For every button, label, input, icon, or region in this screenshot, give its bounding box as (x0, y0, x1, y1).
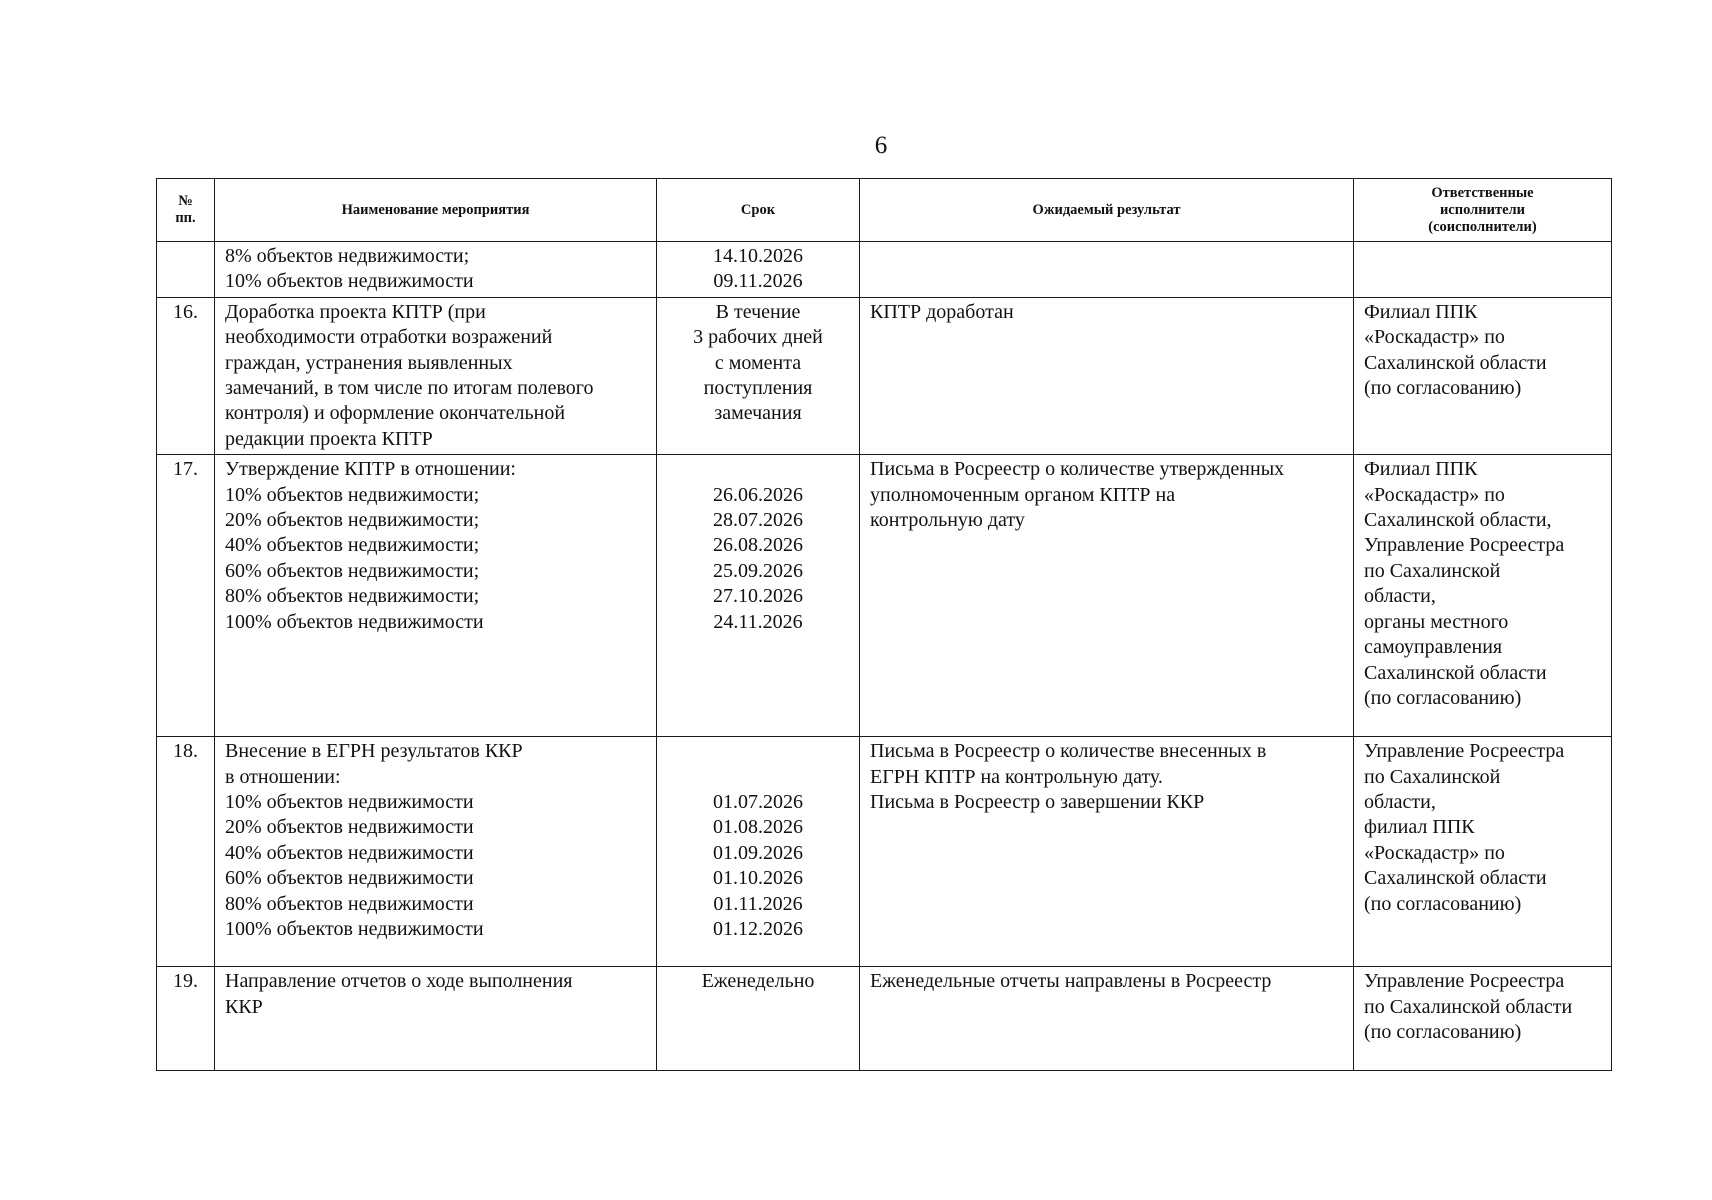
expected-result-line: Письма в Росреестр о завершении ККР (870, 791, 1205, 814)
term-line: 27.10.2026 (713, 585, 803, 608)
responsible-line: области, (1364, 791, 1436, 814)
expected-result-line: контрольную дату (870, 509, 1025, 532)
table-header-row (157, 179, 1612, 242)
activity-name-cell (215, 242, 657, 298)
responsible-line: органы местного (1364, 610, 1509, 633)
term-line: 01.12.2026 (713, 918, 803, 941)
activity-name-line: 10% объектов недвижимости; (225, 483, 480, 506)
responsible-line: (по согласованию) (1364, 892, 1522, 915)
responsible-line: Сахалинской области (1364, 351, 1547, 374)
expected-result-cell (860, 455, 1354, 737)
term-line: 26.08.2026 (713, 534, 803, 557)
responsible-cell (1354, 737, 1612, 967)
activity-name-line: Направление отчетов о ходе выполнения (225, 970, 573, 993)
responsible-cell (1354, 242, 1612, 298)
term-cell (657, 297, 860, 454)
activity-name-line: 60% объектов недвижимости; (225, 559, 480, 582)
responsible-line: самоуправления (1364, 636, 1503, 659)
responsible-line: по Сахалинской (1364, 765, 1501, 788)
term-line: с момента (714, 351, 802, 374)
responsible-line: по Сахалинской (1364, 559, 1501, 582)
responsible-line: по Сахалинской области (1364, 995, 1573, 1018)
activity-name-line: 80% объектов недвижимости; (225, 585, 480, 608)
activity-name-line: 60% объектов недвижимости (225, 867, 474, 890)
expected-result-cell (860, 737, 1354, 967)
activity-name-line: в отношении: (225, 765, 341, 788)
header-term: Срок (657, 179, 860, 242)
expected-result-line: Еженедельные отчеты направлены в Росреестр (870, 970, 1272, 993)
row-number-cell: 18. (157, 737, 215, 967)
term-line: 01.09.2026 (713, 841, 803, 864)
responsible-line: области, (1364, 585, 1436, 608)
term-cell (657, 737, 860, 967)
responsible-line: Сахалинской области (1364, 661, 1547, 684)
activity-name-cell (215, 297, 657, 454)
activity-name-line: необходимости отработки возражений (225, 326, 553, 349)
table-row (157, 297, 1612, 454)
term-line: 26.06.2026 (713, 483, 803, 506)
responsible-line: (по согласованию) (1364, 377, 1522, 400)
term-line (667, 457, 849, 482)
table-row (157, 737, 1612, 967)
header-result: Ожидаемый результат (860, 179, 1354, 242)
term-cell (657, 967, 860, 1071)
table-row (157, 242, 1612, 298)
row-number-cell: 16. (157, 297, 215, 454)
responsible-cell (1354, 297, 1612, 454)
term-line: 3 рабочих дней (693, 326, 823, 349)
expected-result-cell (860, 967, 1354, 1071)
activity-name-line: редакции проекта КПТР (225, 427, 433, 450)
responsible-cell (1354, 455, 1612, 737)
activity-name-line: 10% объектов недвижимости (225, 791, 474, 814)
responsible-line: Филиал ППК (1364, 300, 1478, 323)
activity-name-cell (215, 455, 657, 737)
activity-name-line: граждан, устранения выявленных (225, 351, 513, 374)
term-line (667, 739, 849, 764)
activity-name-line: замечаний, в том числе по итогам полевого (225, 377, 594, 400)
term-cell (657, 455, 860, 737)
expected-result-cell (860, 242, 1354, 298)
responsible-line: Сахалинской области (1364, 867, 1547, 890)
responsible-line: Управление Росреестра (1364, 534, 1565, 557)
responsible-line: Управление Росреестра (1364, 970, 1565, 993)
row-number-cell (157, 242, 215, 298)
header-responsible: Ответственные исполнители (соисполнители) (1354, 179, 1612, 242)
term-line (667, 765, 849, 790)
row-number-cell: 19. (157, 967, 215, 1071)
term-line: 01.11.2026 (713, 892, 803, 915)
term-line: 28.07.2026 (713, 509, 803, 532)
responsible-line: «Роскадастр» по (1364, 326, 1505, 349)
activity-name-cell (215, 967, 657, 1071)
term-line: В течение (715, 300, 801, 323)
activity-name-line: 20% объектов недвижимости (225, 816, 474, 839)
activity-name-cell (215, 737, 657, 967)
page-number: 6 (874, 132, 888, 159)
responsible-line: (по согласованию) (1364, 686, 1522, 709)
term-line: 14.10.2026 (713, 245, 803, 267)
activity-name-line: Доработка проекта КПТР (при (225, 300, 486, 323)
expected-result-cell (860, 297, 1354, 454)
term-line: 25.09.2026 (713, 559, 803, 582)
term-line: замечания (714, 402, 802, 425)
responsible-cell (1354, 967, 1612, 1071)
responsible-line: Сахалинской области, (1364, 509, 1552, 532)
term-line: 24.11.2026 (713, 610, 803, 633)
activity-name-line: контроля) и оформление окончательной (225, 402, 566, 425)
activity-name-line: 20% объектов недвижимости; (225, 509, 480, 532)
responsible-line: Филиал ППК (1364, 458, 1478, 481)
activity-name-line: 100% объектов недвижимости (225, 610, 484, 633)
term-line: 01.07.2026 (713, 791, 803, 814)
term-line: поступления (703, 377, 813, 400)
expected-result-line: Письма в Росреестр о количестве внесенных в (870, 740, 1267, 763)
responsible-line: «Роскадастр» по (1364, 483, 1505, 506)
activity-name-line: 10% объектов недвижимости (225, 270, 474, 293)
activity-name-line: 80% объектов недвижимости (225, 892, 474, 915)
responsible-line: Управление Росреестра (1364, 740, 1565, 763)
activity-name-line: Внесение в ЕГРН результатов ККР (225, 740, 523, 763)
plan-table (156, 178, 1612, 1071)
responsible-line: филиал ППК (1364, 816, 1475, 839)
term-line: 01.10.2026 (713, 867, 803, 890)
row-number-cell: 17. (157, 455, 215, 737)
term-line: 01.08.2026 (713, 816, 803, 839)
responsible-line: (по согласованию) (1364, 1021, 1522, 1044)
term-line: 09.11.2026 (713, 270, 803, 293)
expected-result-line: ЕГРН КПТР на контрольную дату. (870, 765, 1163, 788)
activity-name-line: 40% объектов недвижимости (225, 841, 474, 864)
responsible-line: «Роскадастр» по (1364, 841, 1505, 864)
activity-name-line: ККР (225, 995, 263, 1018)
activity-name-line: 8% объектов недвижимости; (225, 245, 470, 267)
header-num: № пп. (157, 179, 215, 242)
expected-result-line: уполномоченным органом КПТР на (870, 483, 1176, 506)
table-row (157, 967, 1612, 1071)
expected-result-line: Письма в Росреестр о количестве утвержденных (870, 458, 1285, 481)
activity-name-line: Утверждение КПТР в отношении: (225, 458, 516, 481)
header-name: Наименование мероприятия (215, 179, 657, 242)
term-cell (657, 242, 860, 298)
table-row (157, 455, 1612, 737)
activity-name-line: 100% объектов недвижимости (225, 918, 484, 941)
term-line: Еженедельно (701, 970, 815, 993)
expected-result-line: КПТР доработан (870, 300, 1014, 323)
activity-name-line: 40% объектов недвижимости; (225, 534, 480, 557)
